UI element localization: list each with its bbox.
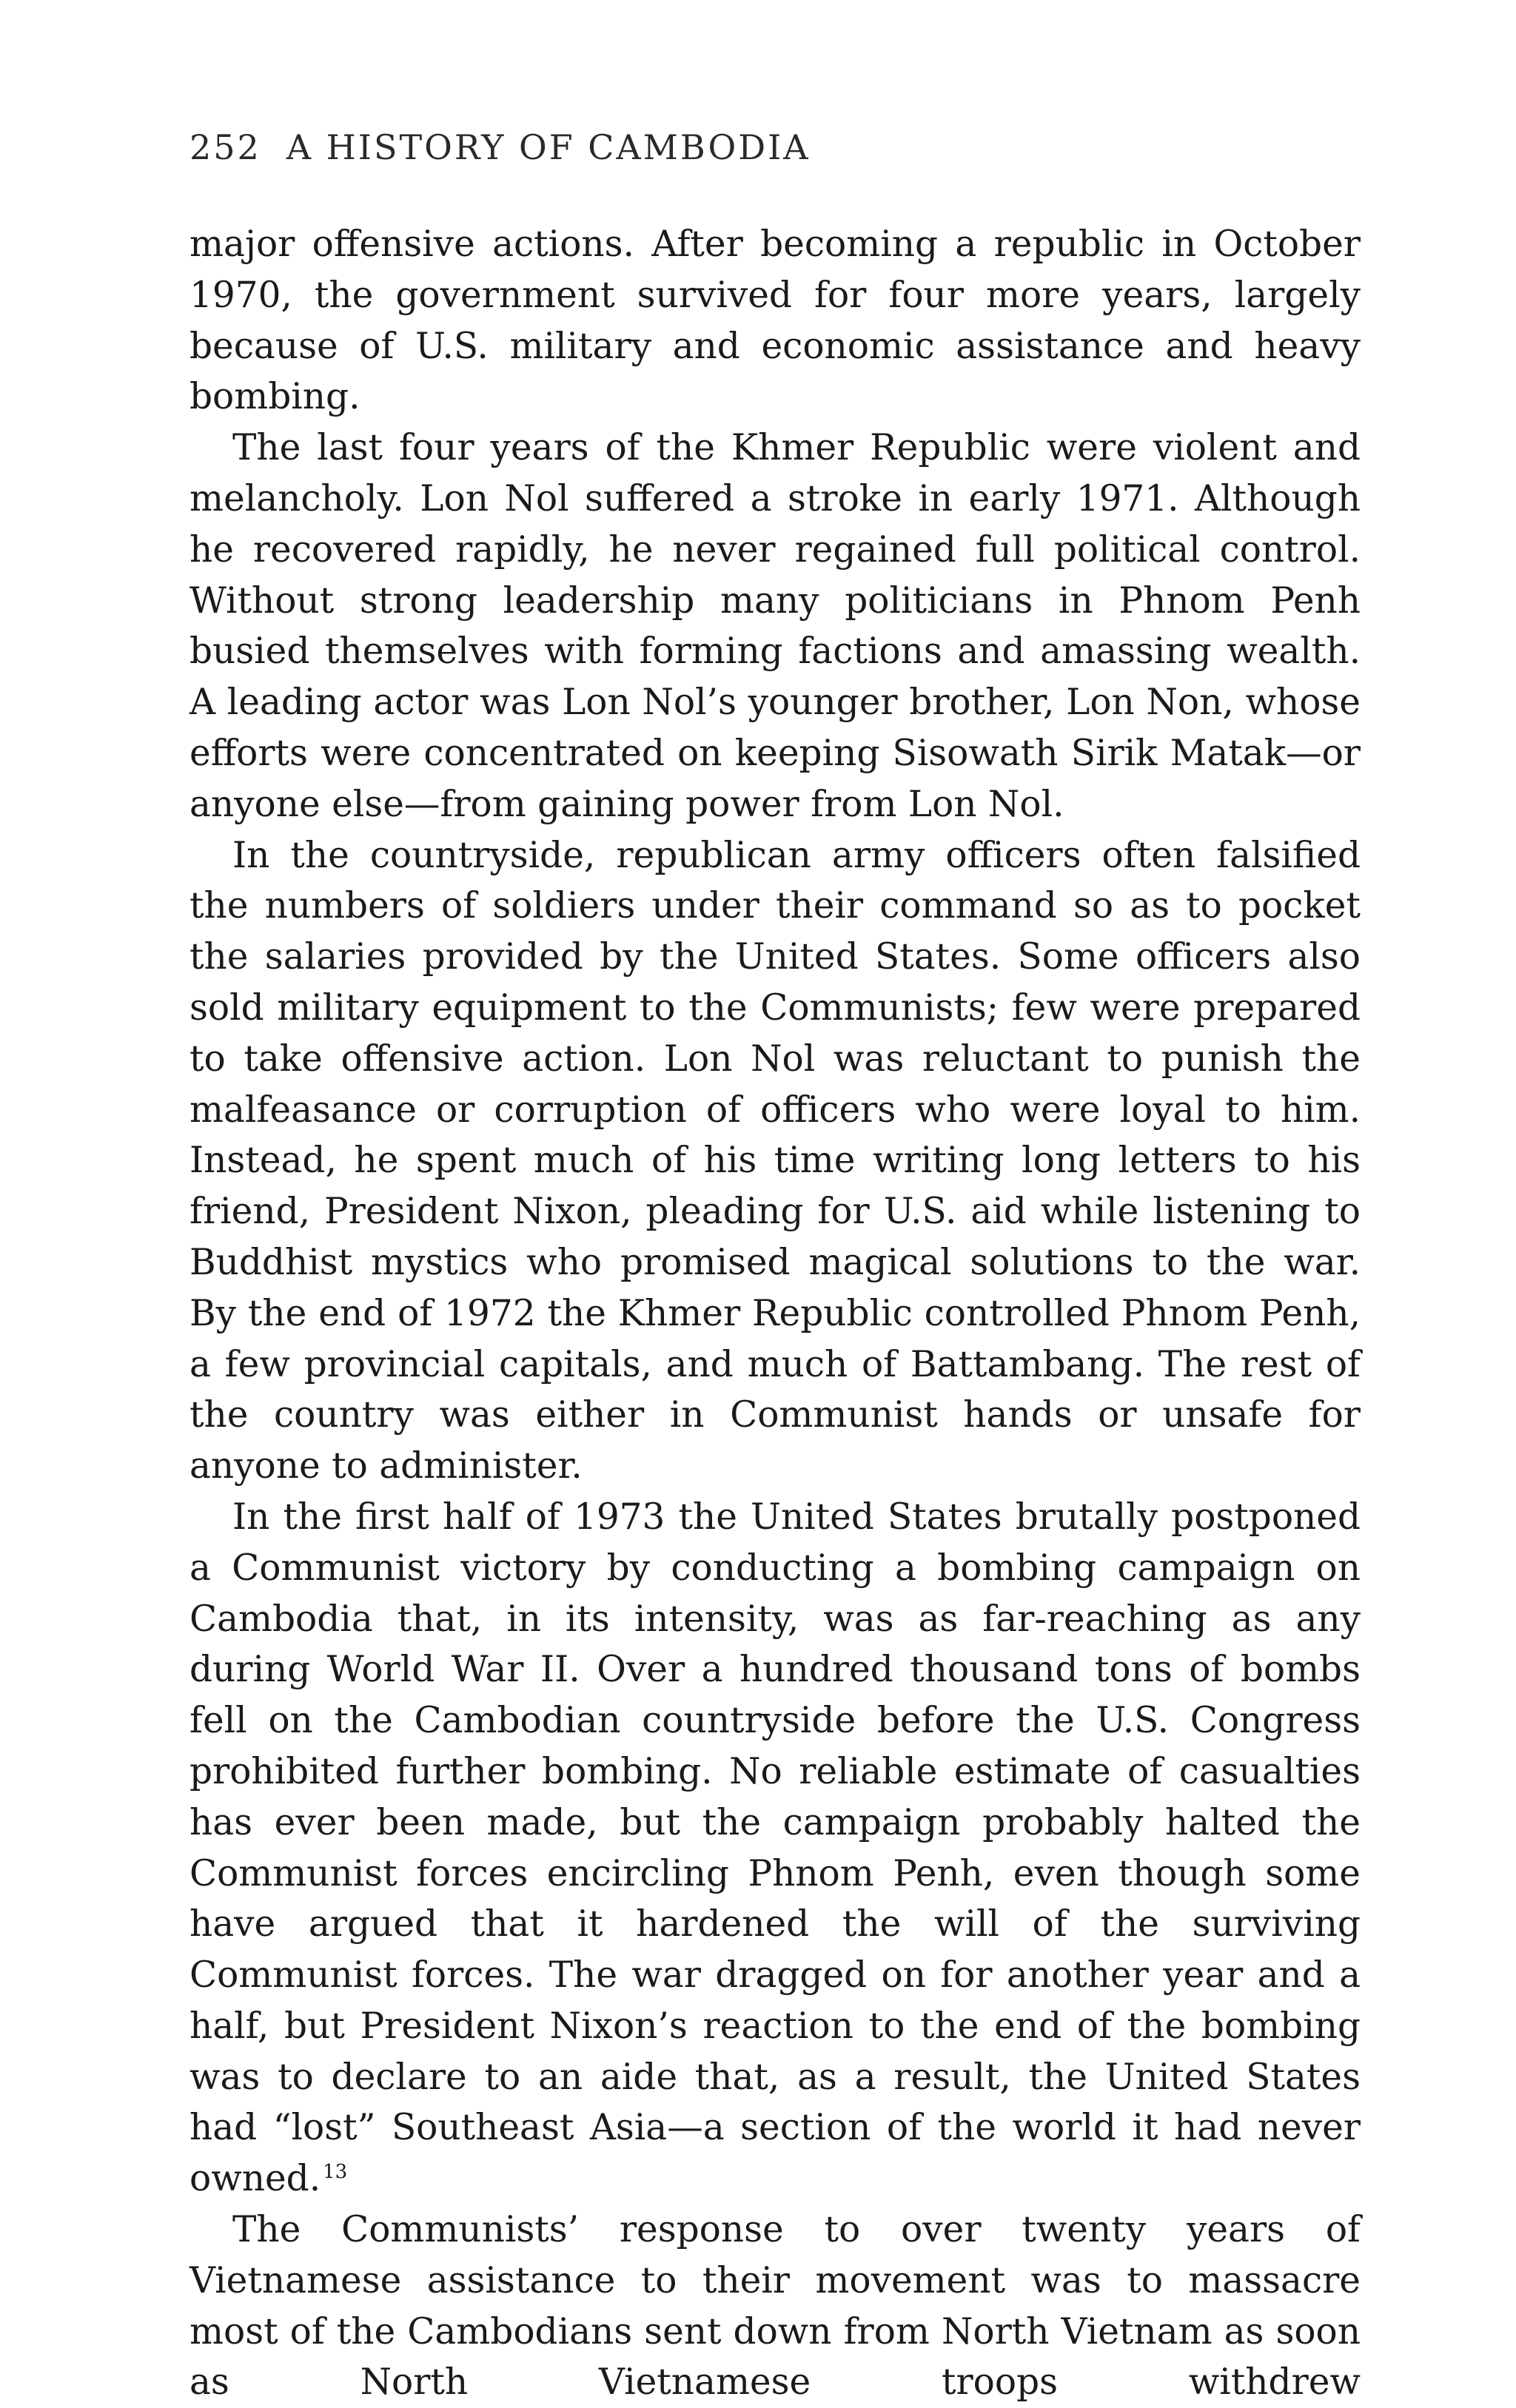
running-head-title: A HISTORY OF CAMBODIA	[286, 127, 811, 167]
paragraph-text: In the countryside, republican army officers often falsified the numbers of soldiers under their command so as to pocket the salaries provided by the United States. Some officers also sold military equipment to the Communists; few were prepared to take offensive action. Lon Nol was reluctant to punish the malfeasance or corruption of officers who were loyal to him. Instead, he spent much of his time writing long letters to his friend, President Nixon, pleading for U.S. aid while listening to Buddhist mystics who promised magical solutions to the war. By the end of 1972 the Khmer Republic controlled Phnom Penh, a few provincial capitals, and much of Battambang. The rest of the country was either in Communist hands or unsafe for anyone to administer.	[190, 834, 1361, 1487]
footnote-marker: 13	[323, 2161, 348, 2184]
paragraph-1	[190, 219, 1361, 423]
paragraph-text: In the first half of 1973 the United States brutally postponed a Communist victory by conducting a bombing campaign on Cambodia that, in its intensity, was as far-reaching as any during World War II. Over a hundred thousand tons of bombs fell on the Cambodian countryside before the U.S. Congress prohibited further bombing. No reliable estimate of casualties has ever been made, but the campaign probably halted the Communist forces encircling Phnom Penh, even though some have argued that it hardened the will of the surviving Communist forces. The war dragged on for another year and a half, but President Nixon’s reaction to the end of the bombing was to declare to an aide that, as a result, the United States had “lost” Southeast Asia—a section of the world it had never owned.	[190, 1496, 1361, 2200]
paragraph-text: The Communists’ response to over twenty years of Vietnamese assistance to their movement was to massacre most of the Cambodians sent down from North Vietnam as soon as North Vietnamese troops withdrew	[190, 2209, 1361, 2404]
page-number: 252	[190, 127, 261, 167]
paragraph-5	[190, 2204, 1361, 2408]
running-head	[190, 127, 810, 167]
paragraph-text: major offensive actions. After becoming a republic in October 1970, the government survived for four more years, largely because of U.S. military and economic assistance and heavy bombing.	[190, 223, 1361, 418]
paragraph-4	[190, 1492, 1361, 2204]
paragraph-text: The last four years of the Khmer Republic were violent and melancholy. Lon Nol suffered a stroke in early 1971. Although he recovered rapidly, he never regained full political control. Without strong leadership many politicians in Phnom Penh busied themselves with forming factions and amassing wealth. A leading actor was Lon Nol’s younger brother, Lon Non, whose efforts were concentrated on keeping Sisowath Sirik Matak—or anyone else—from gaining power from Lon Nol.	[190, 427, 1361, 825]
paragraph-3	[190, 830, 1361, 1492]
paragraph-2	[190, 423, 1361, 830]
body-text	[190, 219, 1361, 2408]
